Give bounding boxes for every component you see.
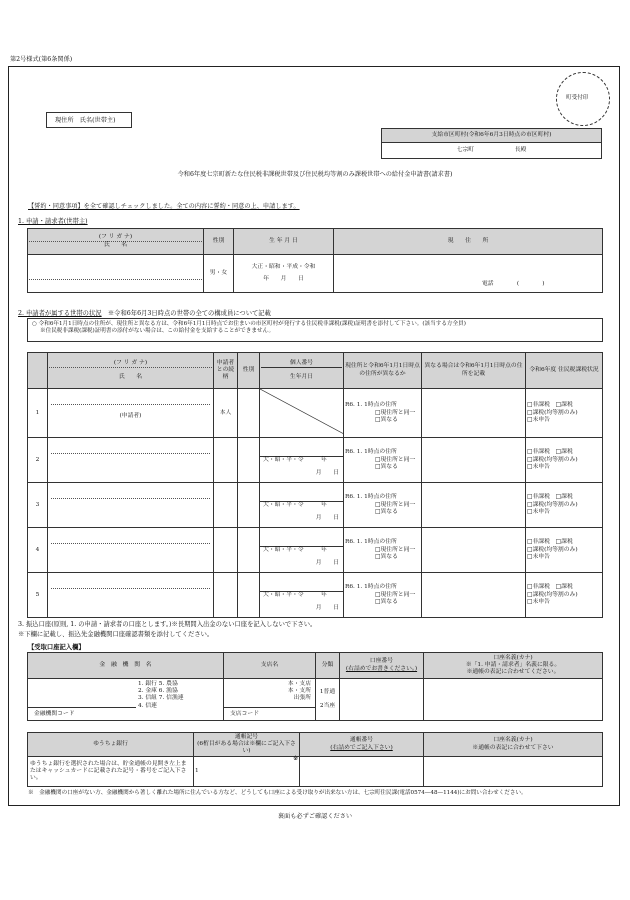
addressee-title: 長殿 bbox=[514, 146, 527, 153]
jan1-address-cell[interactable] bbox=[422, 483, 526, 528]
branch-header: 支店名 bbox=[224, 653, 316, 679]
tax-equal-checkbox[interactable]: □課税(均等割のみ) bbox=[527, 546, 578, 553]
table-row bbox=[28, 389, 603, 438]
address-header: 現 住 所 bbox=[334, 229, 603, 255]
yucho-description: ゆうちょ銀行を選択された場合は、貯金通帳の見開き左上またはキャッシュカードに記載された記号・番号をご記入下さい。 bbox=[28, 757, 194, 787]
tax-nontax-checkbox[interactable]: □非課税 □課税 bbox=[527, 494, 573, 501]
form-number: 第2号様式(第6条関係) bbox=[10, 56, 73, 63]
row-number: 5 bbox=[28, 573, 48, 618]
stamp-label: 町受付印 bbox=[566, 95, 589, 101]
account-number-note: (右詰めでお書きください。) bbox=[345, 665, 418, 672]
row-number: 2 bbox=[28, 438, 48, 483]
table-row: 3 大・昭・平・令 年 月 日 R6. 1. 1時点の住所 □現住所と同一 □異なる □非課税 □課税 □課税(均等割のみ) □未申告 bbox=[28, 483, 603, 528]
same-checkbox[interactable]: □現住所と同一 bbox=[375, 409, 416, 416]
member-furigana-header: (フ リ ガ ナ) bbox=[49, 360, 212, 368]
same-checkbox[interactable]: □現住所と同一 bbox=[375, 546, 416, 553]
name-header: 氏 名 bbox=[103, 242, 128, 248]
bank-type-1[interactable]: 1. 銀行 5. 農協 bbox=[138, 681, 178, 687]
holder-note-2: ※通帳の表記に合わせてください。 bbox=[466, 669, 560, 676]
era-select[interactable]: 大・昭・平・令 bbox=[263, 592, 304, 598]
self-relation: 本人 bbox=[214, 389, 238, 438]
table-row: 5 大・昭・平・令 年 月 日 R6. 1. 1時点の住所 □現住所と同一 □異なる □非課税 □課税 □課税(均等割のみ) □未申告 bbox=[28, 573, 603, 618]
phone-label: 電話 bbox=[482, 280, 494, 287]
bank-name-header: 金 融 機 関 名 bbox=[28, 653, 224, 679]
addr-jan1-header: 異なる場合は令和6年1月1日時点の住所を記載 bbox=[422, 353, 526, 389]
member-name-header: 氏 名 bbox=[118, 374, 143, 380]
tax-unfiled-checkbox[interactable]: □未申告 bbox=[527, 463, 550, 470]
tax-equal-checkbox[interactable]: □課税(均等割のみ) bbox=[527, 591, 578, 598]
notice-1: ○ 令和6年1月1日時点の住所が、現住所と異なる方は、令和6年1月1日時点でお住まいの市区町村が発行する住民税非課税(課税)証明書を添付して下さい。(該当する方全員) bbox=[32, 321, 466, 327]
era-options[interactable]: 大正・昭和・平成・令和 bbox=[251, 264, 316, 271]
row-number: 3 bbox=[28, 483, 48, 528]
footnote: ※ 金融機関の口座がない方、金融機関から著しく離れた場所に住んでいる方など、どうしても口座による受け取りが出来ない方は、七宗町住民課(電話0574—48—1144)にお問い合わせください。 bbox=[28, 790, 527, 796]
branch-opt-2[interactable]: 本・支所 bbox=[287, 688, 311, 695]
bango-field[interactable] bbox=[300, 757, 424, 787]
holder-field[interactable] bbox=[424, 679, 603, 721]
bank-type-3[interactable]: 3. 信組 7. 信漁連 bbox=[138, 695, 184, 702]
applicant-marker: (申請者) bbox=[119, 413, 142, 419]
phone-field[interactable]: ( ) bbox=[516, 280, 545, 287]
section3-heading: 3. 振込口座(原則, 1. の申請・請求者の口座とします。)※長期間入出金のない口座を記入しないで下さい。 bbox=[18, 621, 317, 628]
member-sex-header: 性別 bbox=[238, 353, 260, 389]
yucho-holder-header: 口座名義(カナ) bbox=[493, 737, 533, 744]
notice-2: ※住民税非課税(課税)証明書の添付がない場合は、この給付金を支給することができません。 bbox=[40, 327, 275, 334]
relation-header: 申請者との続柄 bbox=[214, 353, 238, 389]
table-row: 2 大・昭・平・令 年 月 日 R6. 1. 1時点の住所 □現住所と同一 □異なる □非課税 □課税 □課税(均等割のみ) □未申告 bbox=[28, 438, 603, 483]
tax-unfiled-checkbox[interactable]: □未申告 bbox=[527, 598, 550, 605]
member-dob-header: 生年月日 bbox=[289, 374, 314, 380]
bango-note: (右詰めでご記入下さい) bbox=[330, 744, 393, 751]
kigo-star: ※ bbox=[293, 755, 298, 762]
diff-checkbox[interactable]: □異なる bbox=[375, 598, 398, 605]
pledge-text: 【誓約・同意事項】を全て確認しチェックしました。全ての内容に誓約・同意の上、申請します。 bbox=[28, 203, 300, 210]
yucho-header: ゆうちょ銀行 bbox=[28, 733, 194, 757]
r6-address-label: R6. 1. 1時点の住所 bbox=[345, 449, 397, 456]
bank-code-label: 金融機関コード bbox=[28, 707, 136, 720]
bango-header: 通帳番号 bbox=[349, 737, 374, 744]
same-checkbox[interactable]: □現住所と同一 bbox=[375, 456, 416, 463]
tax-unfiled-checkbox[interactable]: □未申告 bbox=[527, 553, 550, 560]
era-select[interactable]: 大・昭・平・令 bbox=[263, 457, 304, 463]
addr-diff-header: 現住所と令和6年1月1日時点の住所が異なるか bbox=[344, 353, 422, 389]
dob-ymd[interactable]: 年 月 日 bbox=[263, 275, 304, 282]
account-number-field[interactable] bbox=[340, 679, 424, 721]
applicant-table bbox=[27, 228, 603, 293]
address-box: 現住所 氏名(世帯主) bbox=[46, 112, 132, 128]
month-day[interactable]: 月 日 bbox=[315, 605, 339, 612]
holder-header: 口座名義(カナ) bbox=[493, 654, 533, 661]
bank-type-2[interactable]: 2. 金庫 6. 漁協 bbox=[138, 688, 178, 695]
bank-account-table bbox=[27, 652, 603, 721]
kigo-prefix: 1 bbox=[195, 767, 199, 774]
tax-status-header: 令和6年度 住民税課税状況 bbox=[526, 353, 603, 389]
tax-equal-checkbox[interactable]: □課税(均等割のみ) bbox=[527, 501, 578, 508]
jan1-address-cell[interactable] bbox=[422, 389, 526, 438]
id-number-header: 個人番号 bbox=[261, 360, 342, 368]
row-number: 1 bbox=[28, 389, 48, 438]
r6-address-label: R6. 1. 1時点の住所 bbox=[345, 584, 397, 591]
r6-address-label: R6. 1. 1時点の住所 bbox=[345, 539, 397, 546]
type-header: 分類 bbox=[316, 653, 340, 679]
diff-checkbox[interactable]: □異なる bbox=[375, 553, 398, 560]
applicant-name-cell[interactable] bbox=[28, 255, 204, 293]
row-number: 4 bbox=[28, 528, 48, 573]
type-current[interactable]: 2当座 bbox=[319, 702, 336, 709]
tax-unfiled-checkbox[interactable]: □未申告 bbox=[527, 416, 550, 423]
era-select[interactable]: 大・昭・平・令 bbox=[263, 502, 304, 508]
tax-nontax-checkbox[interactable]: □非課税 □課税 bbox=[527, 402, 573, 409]
table-row: 4 大・昭・平・令 年 月 日 R6. 1. 1時点の住所 □現住所と同一 □異なる □非課税 □課税 □課税(均等割のみ) □未申告 bbox=[28, 528, 603, 573]
tax-nontax-checkbox[interactable]: □非課税 □課税 bbox=[527, 449, 573, 456]
diagonal-strike bbox=[260, 389, 344, 434]
household-table bbox=[27, 352, 603, 618]
era-select[interactable]: 大・昭・平・令 bbox=[263, 547, 304, 553]
tax-equal-checkbox[interactable]: □課税(均等割のみ) bbox=[527, 409, 578, 416]
diff-checkbox[interactable]: □異なる bbox=[375, 463, 398, 470]
holder-note-1: ※「1. 申請・請求者」名義に限る。 bbox=[465, 661, 561, 668]
tax-unfiled-checkbox[interactable]: □未申告 bbox=[527, 508, 550, 515]
form-title: 令和6年度七宗町新たな住民税非課税世帯及び住民税均等割のみ課税世帯への給付金申請書(請求書) bbox=[177, 171, 453, 178]
dob-header: 生 年 月 日 bbox=[234, 229, 334, 255]
tax-equal-checkbox[interactable]: □課税(均等割のみ) bbox=[527, 456, 578, 463]
addressee-header: 支給市区町村(令和6年6月3日時点の市区町村) bbox=[382, 129, 602, 143]
month-day[interactable]: 月 日 bbox=[315, 515, 339, 522]
same-checkbox[interactable]: □現住所と同一 bbox=[375, 591, 416, 598]
kigo-note: (6桁目がある場合は※欄にご記入下さい) bbox=[197, 740, 296, 755]
jan1-address-cell[interactable] bbox=[422, 528, 526, 573]
yucho-holder-field[interactable] bbox=[424, 757, 603, 787]
r6-address-label: R6. 1. 1時点の住所 bbox=[345, 402, 397, 409]
section3-note: ※下欄に記載し、振込先金融機関口座確認書類を添付してください。 bbox=[18, 631, 214, 638]
kigo-header: 通帳記号 bbox=[234, 733, 259, 740]
section2-heading: 2. 申請者が属する世帯の状況 bbox=[18, 310, 102, 317]
branch-code-label: 支店コード bbox=[224, 707, 316, 720]
type-ordinary[interactable]: 1普通 bbox=[319, 689, 336, 696]
tax-nontax-checkbox[interactable]: □非課税 □課税 bbox=[527, 539, 573, 546]
account-number-header: 口座番号 bbox=[369, 658, 394, 665]
yucho-holder-note: ※通帳の表記に合わせて下さい bbox=[472, 744, 554, 751]
r6-address-label: R6. 1. 1時点の住所 bbox=[345, 494, 397, 501]
addressee-town: 七宗町 bbox=[456, 146, 475, 153]
branch-opt-1[interactable]: 本・支店 bbox=[287, 681, 311, 687]
month-day[interactable]: 月 日 bbox=[315, 560, 339, 567]
sex-value[interactable]: 男・女 bbox=[204, 255, 234, 293]
jan1-address-cell[interactable] bbox=[422, 573, 526, 618]
section1-heading: 1. 申請・請求者(世帯主) bbox=[18, 218, 88, 225]
section2-note: ※令和6年6月3日時点の世帯の全ての構成員について記載 bbox=[107, 310, 271, 317]
jan1-address-cell[interactable] bbox=[422, 438, 526, 483]
furigana-header: (フ リ ガ ナ) bbox=[29, 234, 202, 242]
addressee-table bbox=[381, 128, 602, 159]
branch-opt-3[interactable]: 出張所 bbox=[293, 695, 311, 702]
diff-checkbox[interactable]: □異なる bbox=[375, 508, 398, 515]
tax-nontax-checkbox[interactable]: □非課税 □課税 bbox=[527, 584, 573, 591]
yucho-table bbox=[27, 732, 603, 787]
month-day[interactable]: 月 日 bbox=[315, 470, 339, 477]
sex-header: 性別 bbox=[204, 229, 234, 255]
same-checkbox[interactable]: □現住所と同一 bbox=[375, 501, 416, 508]
bank-type-4[interactable]: 4. 信連 bbox=[138, 702, 157, 709]
back-notice: 裏面も必ずご確認ください bbox=[277, 813, 353, 820]
receive-account-heading: 【受取口座記入欄】 bbox=[28, 644, 85, 651]
diff-checkbox[interactable]: □異なる bbox=[375, 416, 398, 423]
